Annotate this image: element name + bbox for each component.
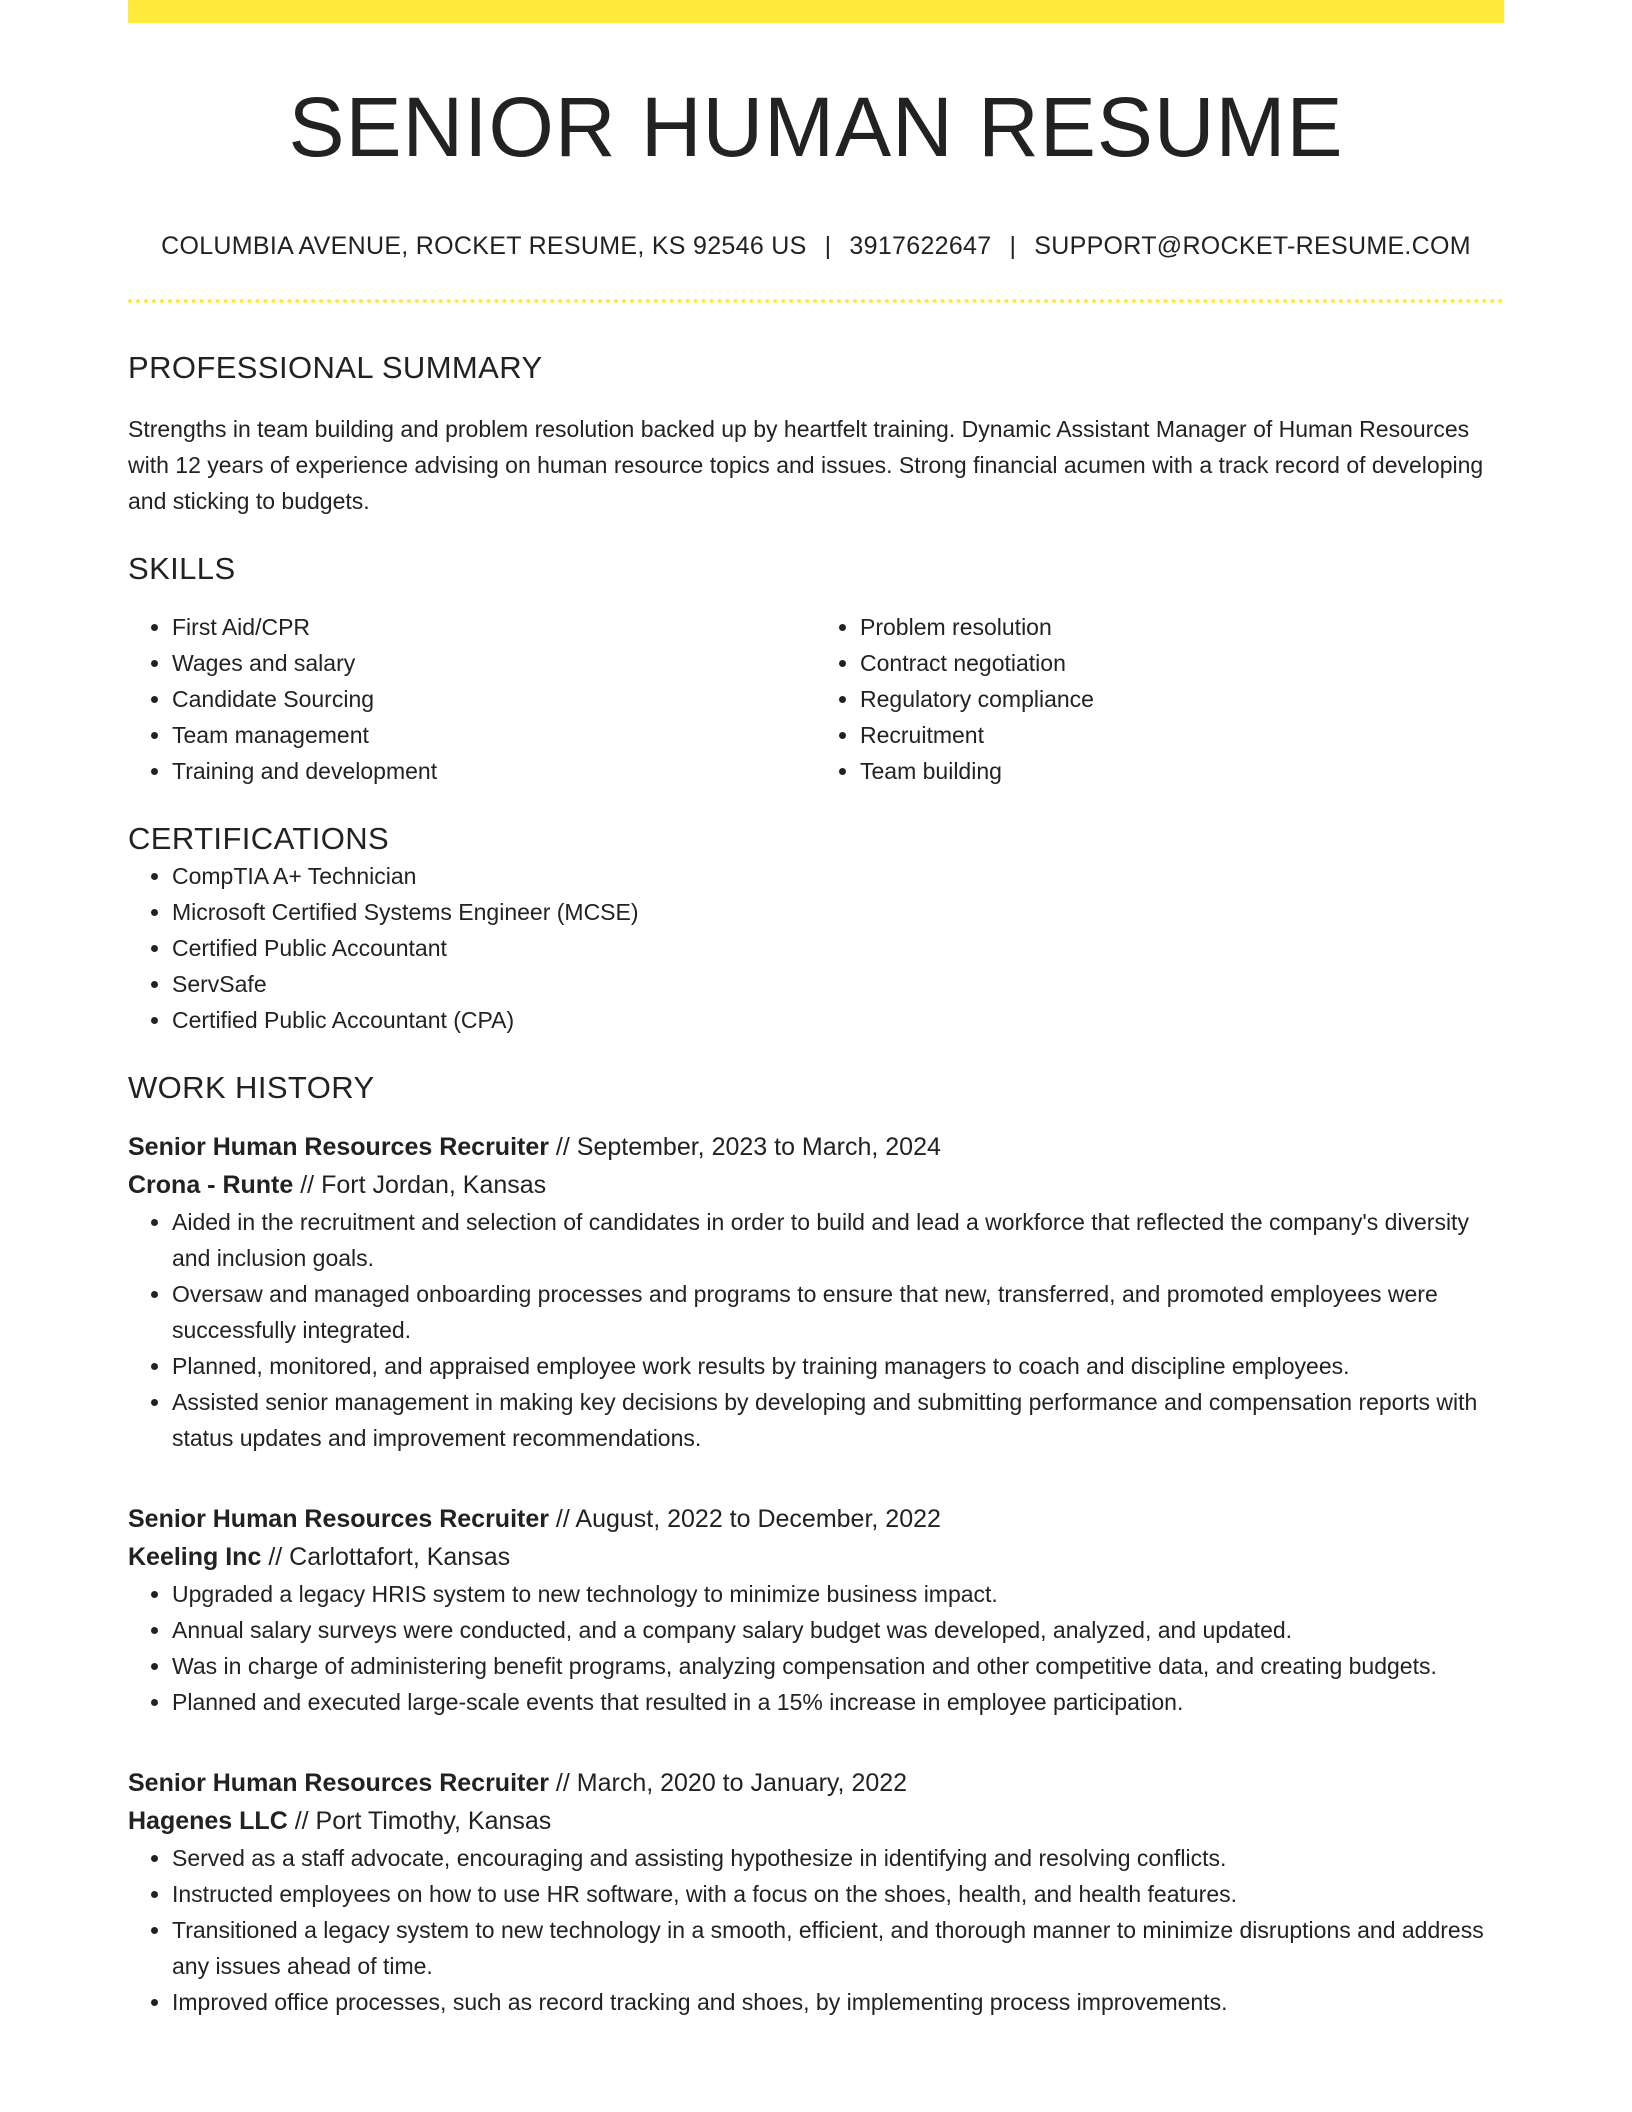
job-entry bbox=[128, 1764, 1504, 2020]
skill-item: • Team building bbox=[860, 753, 1504, 789]
summary-text: Strengths in team building and problem resolution backed up by heartfelt training. Dynamic Assistant Manager of Human Resources with 12 years of experience advising on human resource topics and issues. Strong financial acumen with a track record of developing and sticking to budgets. bbox=[128, 416, 1484, 515]
certification-item: • Certified Public Accountant (CPA) bbox=[172, 1002, 1504, 1038]
job-bullet: • Transitioned a legacy system to new technology in a smooth, efficient, and thorough manner to minimize disruptions and address any issues ahead of time. bbox=[172, 1912, 1504, 1984]
job-bullet: • Was in charge of administering benefit programs, analyzing compensation and other competitive data, and creating budgets. bbox=[172, 1648, 1504, 1684]
job-bullet: • Served as a staff advocate, encouraging and assisting hypothesize in identifying and resolving conflicts. bbox=[172, 1840, 1504, 1876]
skill-item: • Problem resolution bbox=[860, 609, 1504, 645]
resume-name: SENIOR HUMAN RESUME bbox=[288, 80, 1344, 174]
job-role: Senior Human Resources Recruiter bbox=[128, 1504, 549, 1533]
top-accent-bar bbox=[128, 0, 1504, 23]
job-location: // Fort Jordan, Kansas bbox=[293, 1170, 547, 1199]
certifications-list bbox=[128, 858, 1504, 1038]
job-entry bbox=[128, 1500, 1504, 1720]
skill-item: • Contract negotiation bbox=[860, 645, 1504, 681]
skill-item: • Training and development bbox=[172, 753, 816, 789]
skill-item: • Regulatory compliance bbox=[860, 681, 1504, 717]
job-bullet-list bbox=[128, 1204, 1504, 1456]
job-dates: // August, 2022 to December, 2022 bbox=[548, 1504, 941, 1533]
contact-email: SUPPORT@ROCKET-RESUME.COM bbox=[1034, 232, 1471, 260]
job-company: Crona - Runte bbox=[128, 1170, 294, 1199]
contact-address: COLUMBIA AVENUE, ROCKET RESUME, KS 92546 US bbox=[161, 232, 807, 260]
skill-item: • Wages and salary bbox=[172, 645, 816, 681]
job-bullet-list bbox=[128, 1576, 1504, 1720]
job-bullet: • Annual salary surveys were conducted, and a company salary budget was developed, analyzed, and updated. bbox=[172, 1612, 1504, 1648]
job-bullet: • Oversaw and managed onboarding processes and programs to ensure that new, transferred, and promoted employees were successfully integrated. bbox=[172, 1276, 1504, 1348]
job-company-line bbox=[128, 1166, 1504, 1204]
skill-item: • First Aid/CPR bbox=[172, 609, 816, 645]
job-dates: // March, 2020 to January, 2022 bbox=[548, 1768, 908, 1797]
contact-line bbox=[128, 231, 1504, 261]
summary-heading: PROFESSIONAL SUMMARY bbox=[128, 350, 543, 385]
job-bullet: • Aided in the recruitment and selection of candidates in order to build and lead a workforce that reflected the company's diversity and inclusion goals. bbox=[172, 1204, 1504, 1276]
skill-item: • Recruitment bbox=[860, 717, 1504, 753]
skill-item: • Candidate Sourcing bbox=[172, 681, 816, 717]
contact-separator: | bbox=[824, 232, 832, 260]
job-bullet-list bbox=[128, 1840, 1504, 2020]
certification-item: • Microsoft Certified Systems Engineer (MCSE) bbox=[172, 894, 1504, 930]
job-bullet: • Upgraded a legacy HRIS system to new technology to minimize business impact. bbox=[172, 1576, 1504, 1612]
job-entry bbox=[128, 1128, 1504, 1456]
job-title-line bbox=[128, 1500, 1504, 1538]
job-company-line bbox=[128, 1802, 1504, 1840]
skills-grid bbox=[128, 609, 1504, 789]
job-bullet: • Instructed employees on how to use HR software, with a focus on the shoes, health, and health features. bbox=[172, 1876, 1504, 1912]
job-role: Senior Human Resources Recruiter bbox=[128, 1132, 549, 1161]
job-title-line bbox=[128, 1128, 1504, 1166]
resume-page bbox=[128, 0, 1504, 2020]
work-history-heading: WORK HISTORY bbox=[128, 1069, 375, 1105]
job-location: // Carlottafort, Kansas bbox=[261, 1542, 511, 1571]
job-company: Hagenes LLC bbox=[128, 1806, 288, 1835]
job-company-line bbox=[128, 1538, 1504, 1576]
job-bullet: • Assisted senior management in making key decisions by developing and submitting performance and compensation reports with status updates and improvement recommendations. bbox=[172, 1384, 1504, 1456]
certification-item: • CompTIA A+ Technician bbox=[172, 858, 1504, 894]
contact-phone: 3917622647 bbox=[849, 232, 992, 260]
dotted-divider bbox=[128, 299, 1504, 303]
job-company: Keeling Inc bbox=[128, 1542, 262, 1571]
certification-item: • ServSafe bbox=[172, 966, 1504, 1002]
certification-item: • Certified Public Accountant bbox=[172, 930, 1504, 966]
skills-list-left bbox=[128, 609, 816, 789]
skill-item: • Team management bbox=[172, 717, 816, 753]
job-role: Senior Human Resources Recruiter bbox=[128, 1768, 549, 1797]
certifications-heading: CERTIFICATIONS bbox=[128, 821, 390, 857]
skills-heading: SKILLS bbox=[128, 551, 236, 587]
job-title-line bbox=[128, 1764, 1504, 1802]
job-dates: // September, 2023 to March, 2024 bbox=[548, 1132, 941, 1161]
job-bullet: • Improved office processes, such as record tracking and shoes, by implementing process improvements. bbox=[172, 1984, 1504, 2020]
job-bullet: • Planned and executed large-scale events that resulted in a 15% increase in employee participation. bbox=[172, 1684, 1504, 1720]
job-bullet: • Planned, monitored, and appraised employee work results by training managers to coach and discipline employees. bbox=[172, 1348, 1504, 1384]
skills-list-right bbox=[816, 609, 1504, 789]
contact-separator: | bbox=[1009, 232, 1017, 260]
job-location: // Port Timothy, Kansas bbox=[287, 1806, 552, 1835]
